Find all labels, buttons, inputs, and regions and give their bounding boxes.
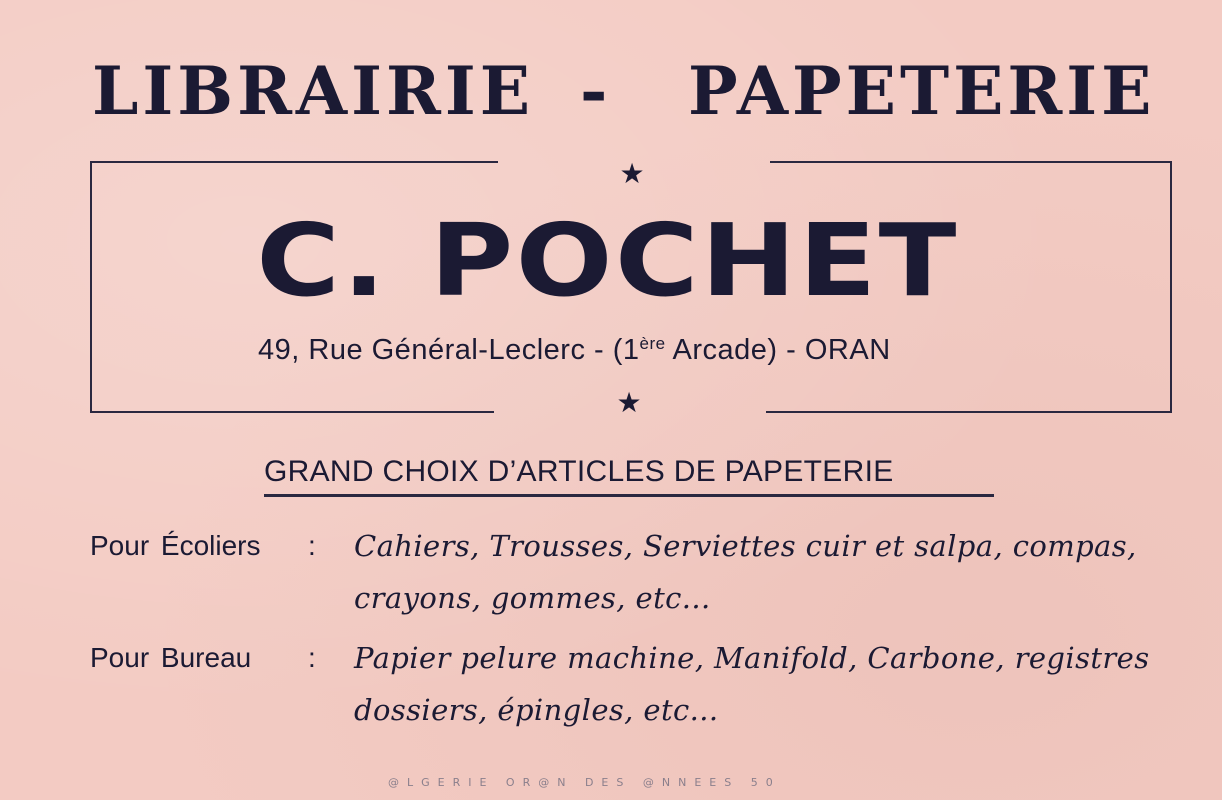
heading-librairie: LIBRAIRIE — [92, 52, 535, 130]
address-part2: Arcade) - ORAN — [665, 334, 891, 366]
watermark: @LGERIE OR@N DES @NNEES 50 — [388, 776, 781, 789]
subheading-underline — [264, 494, 994, 497]
shop-name: C. POCHET — [256, 202, 959, 319]
heading-dash: - — [580, 52, 612, 130]
section-label-bureau: Pour Bureau — [90, 642, 252, 673]
star-bottom-icon: ★ — [616, 386, 642, 419]
section-items-ecoliers-line2: crayons, gommes, etc... — [354, 581, 711, 615]
section-items-ecoliers-line1: Cahiers, Trousses, Serviettes cuir et salpa, compas, — [354, 529, 1137, 563]
star-top-icon: ★ — [619, 157, 645, 190]
section-colon-bureau: : — [308, 642, 316, 673]
heading-papeterie: PAPETERIE — [688, 52, 1156, 130]
shop-address — [258, 322, 1018, 372]
section-items-bureau-line1: Papier pelure machine, Manifold, Carbone, registres — [354, 641, 1150, 675]
subheading: GRAND CHOIX D’ARTICLES DE PAPETERIE — [264, 455, 894, 488]
section-items-bureau-line2: dossiers, épingles, etc... — [354, 693, 719, 727]
section-colon-ecoliers: : — [308, 530, 316, 561]
address-part1: 49, Rue Général-Leclerc - (1 — [258, 334, 640, 366]
section-label-ecoliers: Pour Écoliers — [90, 530, 261, 561]
address-superscript: ère — [639, 334, 666, 353]
heading — [0, 46, 1222, 136]
